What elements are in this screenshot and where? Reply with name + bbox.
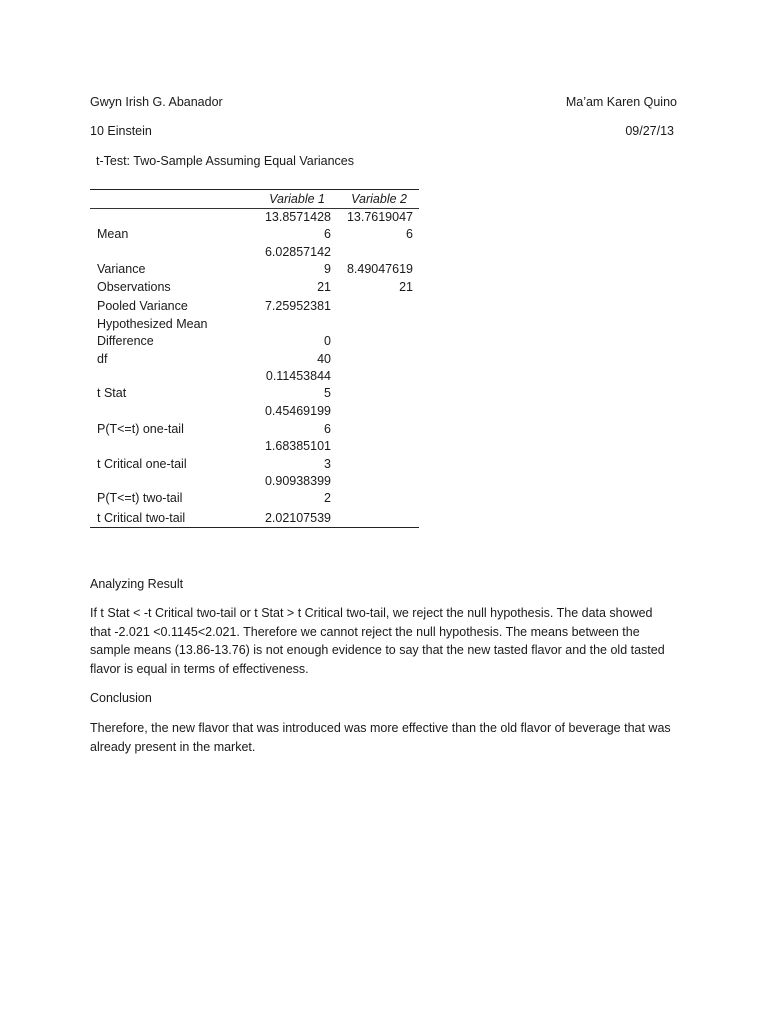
- row-label-p-two-tail: P(T<=t) two-tail: [97, 491, 183, 505]
- table-cell: 3: [324, 457, 331, 471]
- row-label-t-critical-one-tail: t Critical one-tail: [97, 457, 187, 471]
- row-label-pooled-variance: Pooled Variance: [97, 299, 188, 313]
- table-bottom-rule: [90, 527, 419, 528]
- row-label-variance: Variance: [97, 262, 146, 276]
- table-cell: 13.7619047: [346, 210, 413, 224]
- date: 09/27/13: [625, 124, 674, 138]
- table-top-rule: [90, 189, 419, 190]
- student-name: Gwyn Irish G. Abanador: [90, 95, 223, 109]
- table-cell: 6: [406, 227, 413, 241]
- row-label-t-critical-two-tail: t Critical two-tail: [97, 511, 186, 525]
- analysis-paragraph: If t Stat < -t Critical two-tail or t Stat > t Critical two-tail, we reject the null hypothesis. The data showed that -2.021 <0.1145<2.021. Therefore we cannot reject the null hypothesis. The means between the sample means (13.86-13.76) is not enough evidence to say that the new tasted flavor and the old tasted flavor is equal in terms of effectiveness.: [90, 606, 665, 677]
- table-cell: 21: [317, 280, 331, 294]
- table-title: t-Test: Two-Sample Assuming Equal Variances: [96, 154, 354, 168]
- teacher-name: Ma’am Karen Quino: [565, 95, 677, 109]
- table-cell: 8.49047619: [346, 262, 413, 276]
- table-cell: 2.02107539: [264, 511, 331, 525]
- table-cell: 6.02857142: [264, 245, 331, 259]
- table-cell: 6: [324, 422, 331, 436]
- table-cell: 13.8571428: [264, 210, 331, 224]
- table-cell: 2: [324, 491, 331, 505]
- table-cell: 21: [399, 280, 413, 294]
- section-name: 10 Einstein: [90, 124, 152, 138]
- row-label-observations: Observations: [97, 280, 171, 294]
- table-cell: 40: [317, 352, 331, 366]
- table-cell: 5: [324, 386, 331, 400]
- table-cell: 9: [324, 262, 331, 276]
- table-cell: 1.68385101: [264, 439, 331, 453]
- conclusion-heading: Conclusion: [90, 691, 152, 705]
- row-label-hypothesized-mean: Hypothesized Mean: [97, 317, 208, 331]
- row-label-mean: Mean: [97, 227, 129, 241]
- analysis-heading: Analyzing Result: [90, 577, 184, 591]
- column-header-variable-2: Variable 2: [351, 192, 407, 206]
- table-cell: 7.25952381: [264, 299, 331, 313]
- table-cell: 0.90938399: [264, 474, 331, 488]
- row-label-difference: Difference: [97, 334, 154, 348]
- row-label-t-stat: t Stat: [97, 386, 127, 400]
- column-header-variable-1: Variable 1: [269, 192, 325, 206]
- table-header-rule: [90, 208, 419, 209]
- conclusion-paragraph: Therefore, the new flavor that was introduced was more effective than the old flavor of beverage that was already present in the market.: [90, 721, 671, 754]
- table-cell: 0.45469199: [264, 404, 331, 418]
- table-cell: 6: [324, 227, 331, 241]
- table-cell: 0.11453844: [265, 369, 331, 383]
- table-cell: 0: [324, 334, 331, 348]
- row-label-p-one-tail: P(T<=t) one-tail: [97, 422, 184, 436]
- row-label-df: df: [97, 352, 108, 366]
